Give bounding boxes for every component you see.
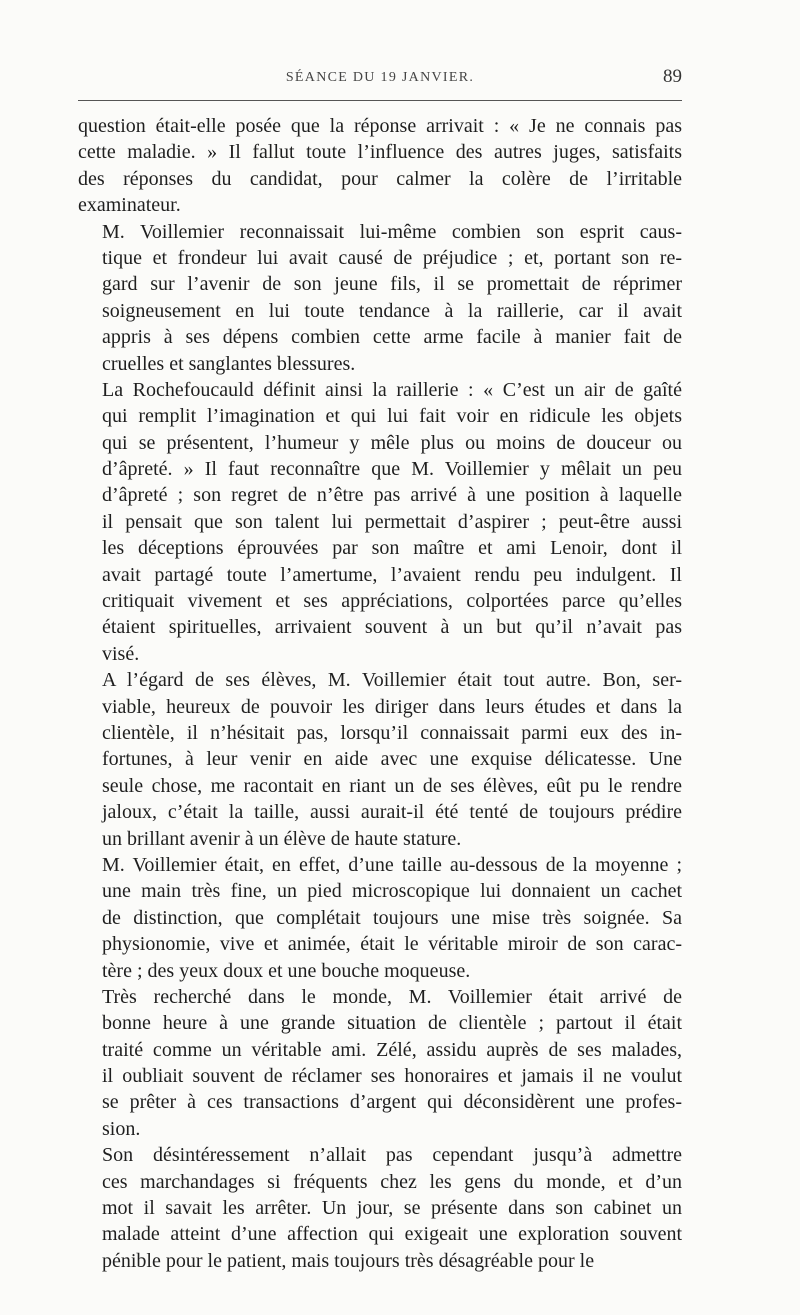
text-line: question était-elle posée que la réponse arrivait : « Je ne connais pas (78, 115, 682, 137)
body-text (78, 113, 682, 1274)
text-line: traité comme un véritable ami. Zélé, assidu auprès de ses malades, (102, 1038, 682, 1061)
text-line: d’âpreté ; son regret de n’être pas arrivé à une position à laquelle (102, 484, 682, 507)
text-line: M. Voillemier était, en effet, d’une taille au-dessous de la moyenne ; (102, 853, 682, 876)
page-number: 89 (663, 66, 682, 87)
text-line: Son désintéressement n’allait pas cependant jusqu’à admettre (102, 1144, 682, 1167)
text-line: ces marchandages si fréquents chez les gens du monde, et d’un (102, 1170, 682, 1193)
paragraph (78, 852, 682, 984)
text-line: malade atteint d’une affection qui exigeait une exploration souvent (102, 1223, 682, 1246)
text-line: mot il savait les arrêter. Un jour, se présente dans son cabinet un (102, 1197, 682, 1220)
text-line: cruelles et sanglantes blessures. (102, 352, 356, 375)
text-line: de distinction, que complétait toujours une mise très soignée. Sa (102, 906, 682, 929)
text-line: La Rochefoucauld définit ainsi la raillerie : « C’est un air de gaîté (102, 378, 682, 401)
text-line: appris à ses dépens combien cette arme facile à manier fait de (102, 326, 682, 349)
text-line: gard sur l’avenir de son jeune fils, il se promettait de réprimer (102, 273, 682, 296)
running-title: SÉANCE DU 19 JANVIER. (285, 70, 475, 85)
text-line: critiquait vivement et ses appréciations, colportées parce qu’elles (102, 590, 682, 613)
text-line: examinateur. (78, 194, 181, 217)
text-line: cette maladie. » Il fallut toute l’influence des autres juges, satisfaits (78, 141, 682, 164)
text-line: il pensait que son talent lui permettait d’aspirer ; peut-être aussi (102, 510, 682, 533)
text-line: étaient spirituelles, arrivaient souvent à un but qu’il n’avait pas (102, 616, 682, 639)
text-line: soigneusement en lui toute tendance à la raillerie, car il avait (102, 299, 682, 322)
text-line: des réponses du candidat, pour calmer la colère de l’irritable (78, 167, 682, 190)
text-line: visé. (102, 642, 140, 665)
text-line: une main très fine, un pied microscopique lui donnaient un cachet (102, 880, 682, 903)
text-line: physionomie, vive et animée, était le véritable miroir de son carac- (102, 933, 682, 956)
paragraph (78, 984, 682, 1142)
text-line: fortunes, à leur venir en aide avec une exquise délicatesse. Une (102, 748, 682, 771)
text-line: viable, heureux de pouvoir les diriger dans leurs études et dans la (102, 695, 682, 718)
paragraph (78, 1142, 682, 1274)
text-line: avait partagé toute l’amertume, l’avaient rendu peu indulgent. Il (102, 563, 682, 586)
paragraph (78, 667, 682, 852)
header-rule (78, 100, 682, 101)
text-line: il oubliait souvent de réclamer ses honoraires et jamais il ne voulut (102, 1065, 682, 1088)
text-line: tique et frondeur lui avait causé de préjudice ; et, portant son re- (102, 246, 682, 269)
text-line: pénible pour le patient, mais toujours très désagréable pour le (102, 1249, 595, 1272)
paragraph (78, 219, 682, 377)
text-line: un brillant avenir à un élève de haute stature. (102, 827, 462, 850)
text-line: qui remplit l’imagination et qui lui fait voir en ridicule les objets (102, 405, 682, 428)
text-line: d’âpreté. » Il faut reconnaître que M. Voillemier y mêlait un peu (102, 458, 682, 481)
text-line: M. Voillemier reconnaissait lui-même combien son esprit caus- (102, 220, 682, 243)
text-line: Très recherché dans le monde, M. Voillemier était arrivé de (102, 985, 682, 1008)
text-line: clientèle, il n’hésitait pas, lorsqu’il connaissait parmi eux des in- (102, 721, 682, 744)
text-line: sion. (102, 1117, 141, 1140)
paragraph (78, 113, 682, 219)
text-line: bonne heure à une grande situation de clientèle ; partout il était (102, 1012, 682, 1035)
text-line: se prêter à ces transactions d’argent qui déconsidèrent une profes- (102, 1091, 682, 1114)
paragraph (78, 377, 682, 667)
text-line: jaloux, c’était la taille, aussi aurait-il été tenté de toujours prédire (102, 801, 682, 824)
running-head (78, 66, 682, 90)
text-line: seule chose, me racontait en riant un de ses élèves, eût pu le rendre (102, 774, 682, 797)
text-line: les déceptions éprouvées par son maître et ami Lenoir, dont il (102, 537, 682, 560)
text-line: qui se présentent, l’humeur y mêle plus ou moins de douceur ou (102, 431, 682, 454)
text-line: tère ; des yeux doux et une bouche moqueuse. (102, 959, 471, 982)
text-line: A l’égard de ses élèves, M. Voillemier était tout autre. Bon, ser- (102, 669, 682, 692)
